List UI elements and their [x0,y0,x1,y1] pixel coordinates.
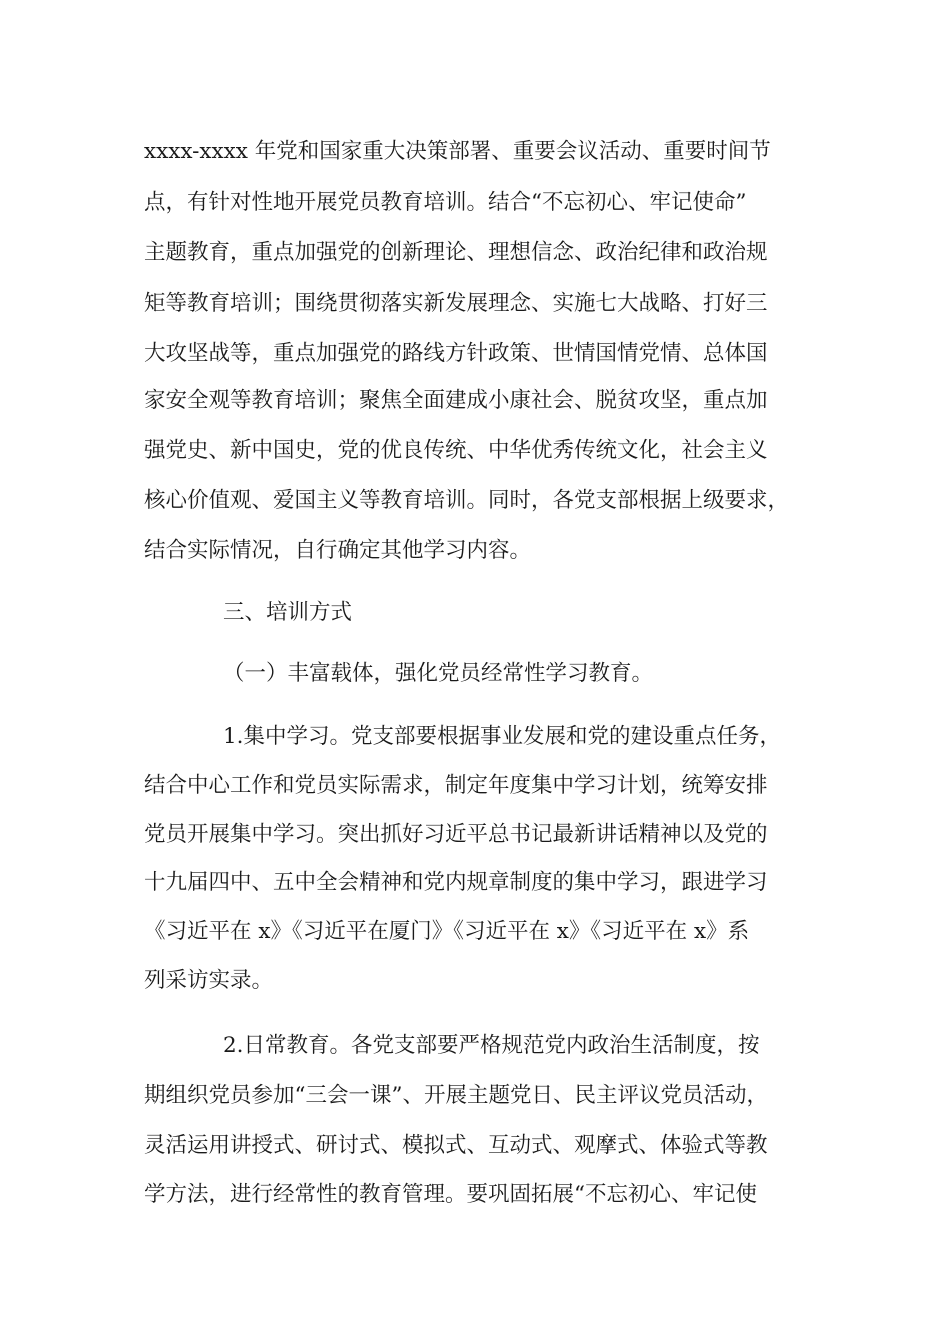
item-1-line: 十九届四中、五中全会精神和党内规章制度的集中学习，跟进学习 [144,870,768,895]
item-2-line: 灵活运用讲授式、研讨式、模拟式、互动式、观摩式、体验式等教 [144,1133,768,1158]
item-2-line: 2.日常教育。各党支部要严格规范党内政治生活制度，按 [223,1033,760,1058]
paragraph-1-line: 强党史、新中国史，党的优良传统、中华优秀传统文化，社会主义 [144,438,768,463]
item-1-line: 《习近平在 x》《习近平在厦门》《习近平在 x》《习近平在 x》系 [144,919,750,944]
section-heading: 三、培训方式 [223,600,353,625]
paragraph-1-line: 点，有针对性地开展党员教育培训。结合“不忘初心、牢记使命” [144,190,747,215]
item-2-line: 期组织党员参加“三会一课”、开展主题党日、民主评议党员活动， [144,1083,768,1108]
paragraph-1-line: 主题教育，重点加强党的创新理论、理想信念、政治纪律和政治规 [144,240,768,265]
paragraph-1-line: 核心价值观、爱国主义等教育培训。同时，各党支部根据上级要求， [144,488,790,513]
item-2-line: 学方法，进行经常性的教育管理。要巩固拓展“不忘初心、牢记使 [144,1182,757,1207]
paragraph-1-line: 家安全观等教育培训；聚焦全面建成小康社会、脱贫攻坚，重点加 [144,388,768,413]
item-1-line: 党员开展集中学习。突出抓好习近平总书记最新讲话精神以及党的 [144,822,768,847]
paragraph-1-line: 大攻坚战等，重点加强党的路线方针政策、世情国情党情、总体国 [144,341,768,366]
paragraph-1-line: 矩等教育培训；围绕贯彻落实新发展理念、实施七大战略、打好三 [144,291,768,316]
item-1-line: 结合中心工作和党员实际需求，制定年度集中学习计划，统筹安排 [144,773,768,798]
subheading: （一）丰富载体，强化党员经常性学习教育。 [223,661,654,686]
item-1-line: 1.集中学习。党支部要根据事业发展和党的建设重点任务， [223,724,782,749]
item-1-line: 列采访实录。 [144,968,274,993]
paragraph-1-line: xxxx-xxxx 年党和国家重大决策部署、重要会议活动、重要时间节 [144,139,771,164]
paragraph-1-line: 结合实际情况，自行确定其他学习内容。 [144,538,532,563]
